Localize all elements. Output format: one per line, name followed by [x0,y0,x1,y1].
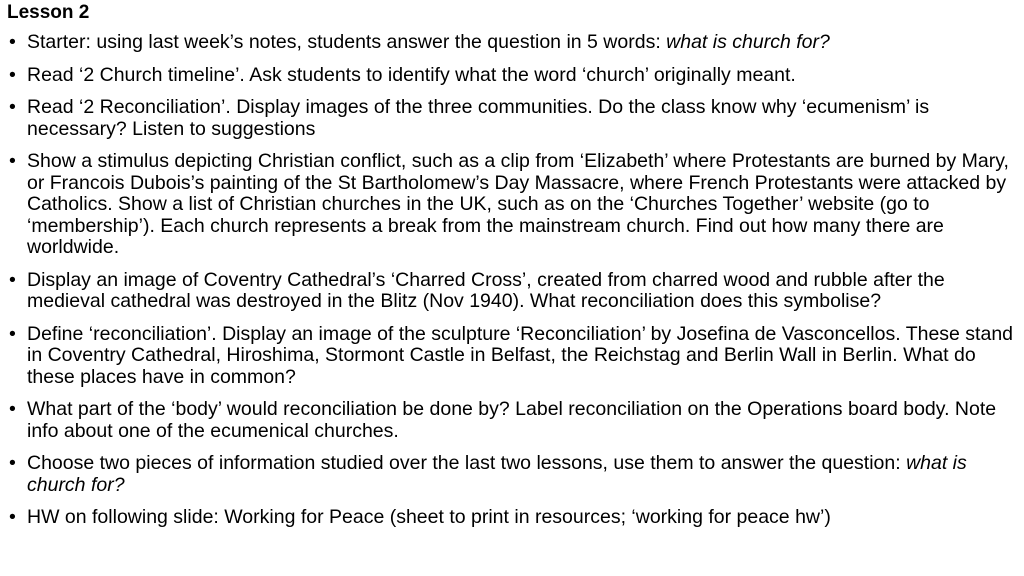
list-item-text: Read ‘2 Reconciliation’. Display images of the three communities. Do the class know why ‘ecumenism’ is necessary? Listen to suggestions [27,96,930,140]
list-item-final-answer [7,453,1024,496]
list-item-text: What part of the ‘body’ would reconciliation be done by? Label reconciliation on the Operations board body. Note info about one of the ecumenical churches. [27,398,997,442]
lesson-steps-list [7,32,1024,529]
list-item-homework [7,507,1024,529]
list-item-text: Read ‘2 Church timeline’. Ask students to identify what the word ‘church’ originally meant. [27,63,796,86]
list-item-christian-conflict [7,151,1024,259]
list-item-charred-cross [7,270,1024,313]
list-item-church-timeline [7,65,1024,87]
list-item-starter [7,32,1024,54]
list-item-italic-question: what is church for? [666,31,830,53]
slide-title: Lesson 2 [7,2,90,23]
list-item-text: Starter: using last week’s notes, students answer the question in 5 words: [27,31,667,53]
list-item-text: Display an image of Coventry Cathedral’s ‘Charred Cross’, created from charred wood and rubble after the medieval cathedral was destroyed in the Blitz (Nov 1940). What reconciliation does this symbolise? [27,268,945,312]
list-item-define-reconciliation [7,324,1024,389]
list-item-italic-question: what is church for? [27,452,967,496]
list-item-text: Choose two pieces of information studied over the last two lessons, use them to answer the question: [27,452,907,474]
list-item-body-part [7,399,1024,442]
list-item-text: HW on following slide: Working for Peace (sheet to print in resources; ‘working for peace hw’) [27,506,831,528]
list-item-text: Define ‘reconciliation’. Display an image of the sculpture ‘Reconciliation’ by Josefina de Vasconcellos. These stand in Coventry Cathedral, Hiroshima, Stormont Castle in Belfast, the Reichstag and Berlin Wall in Berlin. What do these places have in common? [27,322,1014,388]
list-item-text: Show a stimulus depicting Christian conflict, such as a clip from ‘Elizabeth’ where Protestants are burned by Mary, or Francois Dubois’s painting of the St Bartholomew’s Day Massacre, where French Protestants were attacked by Catholics. Show a list of Christian churches in the UK, such as on the ‘Churches Together’ website (go to ‘membership’). Each church represents a break from the mainstream church. Find out how many there are worldwide. [27,150,1009,258]
list-item-reconciliation-reading [7,97,1024,140]
